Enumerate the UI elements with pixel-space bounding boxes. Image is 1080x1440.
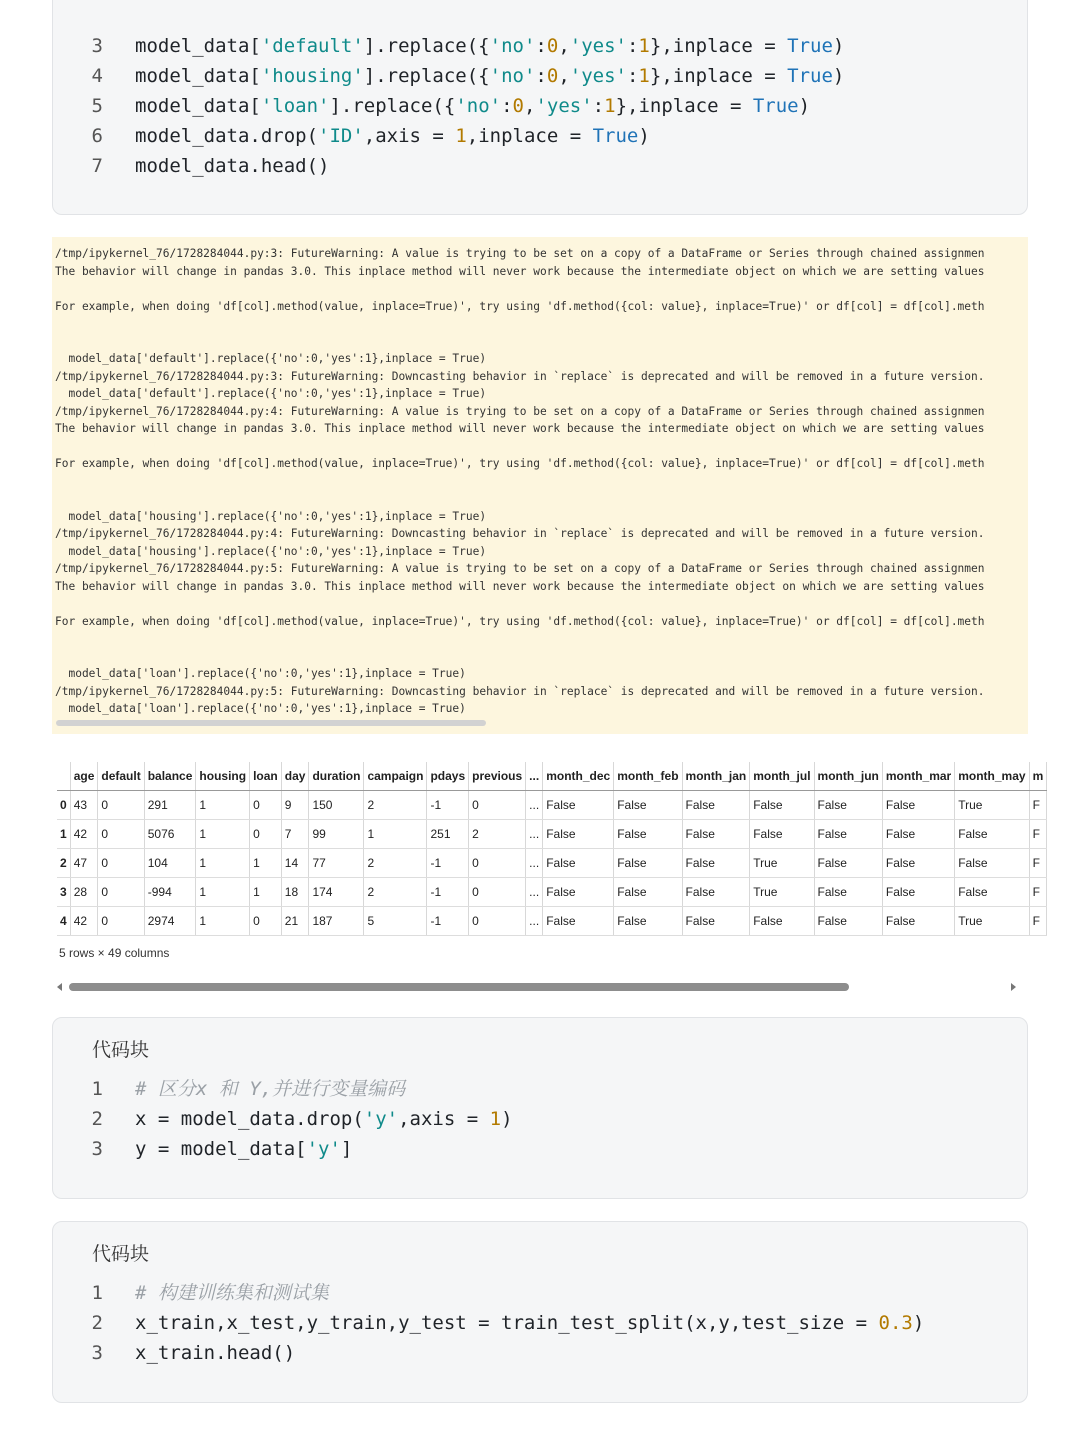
- table-cell: F: [1029, 791, 1047, 820]
- stderr-line: model_data['loan'].replace({'no':0,'yes':1},inplace = True): [55, 667, 466, 680]
- column-header: month_jul: [750, 762, 814, 791]
- table-cell: False: [814, 820, 882, 849]
- code-token: # 区分x 和 Y,并进行变量编码: [135, 1078, 406, 1100]
- table-cell: 47: [70, 849, 98, 878]
- row-index: 0: [57, 791, 70, 820]
- line-number: 5: [91, 95, 103, 117]
- scrollbar-thumb[interactable]: [69, 983, 849, 991]
- code-token: 1: [489, 1108, 502, 1130]
- table-cell: False: [614, 820, 682, 849]
- table-row: [57, 878, 1047, 907]
- table-cell: F: [1029, 820, 1047, 849]
- line-number: 2: [91, 1108, 103, 1130]
- table-cell: False: [814, 791, 882, 820]
- table-cell: 9: [281, 791, 309, 820]
- code-line: [53, 91, 844, 121]
- line-number: 1: [91, 1282, 103, 1304]
- code-token: True: [592, 125, 639, 147]
- row-index: 4: [57, 907, 70, 936]
- code-line: [53, 151, 844, 181]
- stderr-line: /tmp/ipykernel_76/1728284044.py:5: FutureWarning: A value is trying to be set on a copy of a DataFrame or Series through chained assignmen: [55, 562, 985, 575]
- dataframe-table: [57, 762, 1047, 936]
- table-cell: False: [882, 791, 954, 820]
- code-line: [53, 1074, 513, 1104]
- stderr-line: model_data['loan'].replace({'no':0,'yes':1},inplace = True): [55, 702, 466, 715]
- table-cell: 1: [196, 791, 250, 820]
- stderr-line: The behavior will change in pandas 3.0. This inplace method will never work because the intermediate object on which we are setting values: [55, 264, 985, 278]
- table-cell: True: [955, 791, 1029, 820]
- scroll-left-arrow-icon[interactable]: [57, 983, 62, 991]
- column-header: [57, 762, 70, 791]
- stderr-line: /tmp/ipykernel_76/1728284044.py:4: FutureWarning: A value is trying to be set on a copy of a DataFrame or Series through chained assignmen: [55, 404, 985, 418]
- stderr-line: /tmp/ipykernel_76/1728284044.py:3: FutureWarning: A value is trying to be set on a copy of a DataFrame or Series through chained assignmen: [55, 247, 985, 260]
- table-header-row: [57, 762, 1047, 791]
- table-cell: False: [682, 791, 750, 820]
- column-header: balance: [144, 762, 196, 791]
- table-cell: False: [814, 907, 882, 936]
- code-token: 'no': [489, 35, 536, 57]
- line-number: 2: [91, 1312, 103, 1334]
- column-header: month_feb: [614, 762, 682, 791]
- table-cell: ...: [526, 820, 543, 849]
- code-token: 'no': [455, 95, 502, 117]
- table-cell: 2: [364, 791, 427, 820]
- code-token: :: [592, 95, 605, 117]
- code-line: [53, 1308, 924, 1338]
- table-cell: 1: [364, 820, 427, 849]
- line-number: 3: [91, 1138, 103, 1160]
- table-cell: False: [543, 791, 614, 820]
- column-header: month_may: [955, 762, 1029, 791]
- line-number: 4: [91, 65, 103, 87]
- code-token: 0: [512, 95, 524, 117]
- code-token: True: [787, 65, 833, 87]
- table-cell: False: [543, 907, 614, 936]
- code-token: ): [501, 1108, 513, 1130]
- table-cell: 291: [144, 791, 196, 820]
- table-cell: 0: [98, 878, 144, 907]
- code-token: ): [832, 35, 845, 57]
- table-cell: ...: [526, 791, 543, 820]
- column-header: loan: [250, 762, 282, 791]
- stderr-scrollbar[interactable]: [56, 720, 486, 726]
- code-token: 'ID': [318, 125, 364, 147]
- code-token: model_data.drop(: [135, 125, 319, 147]
- stderr-line: model_data['housing'].replace({'no':0,'yes':1},inplace = True): [55, 509, 487, 523]
- stderr-line: model_data['default'].replace({'no':0,'yes':1},inplace = True): [55, 387, 487, 400]
- code-token: y = model_data[: [135, 1138, 307, 1160]
- code-line: [53, 121, 844, 151]
- stderr-line: For example, when doing 'df[col].method(value, inplace=True)', try using 'df.method({col: value}, inplace=True)' or df[col] = df[col].meth: [55, 299, 985, 313]
- dataframe-output: [57, 762, 1044, 936]
- column-header: month_mar: [882, 762, 954, 791]
- dataframe-shape: 5 rows × 49 columns: [59, 946, 170, 960]
- table-cell: ...: [526, 907, 543, 936]
- table-cell: 1: [196, 849, 250, 878]
- code-token: 0: [546, 35, 559, 57]
- table-horizontal-scrollbar[interactable]: [57, 979, 1020, 995]
- row-index: 2: [57, 849, 70, 878]
- stderr-line: /tmp/ipykernel_76/1728284044.py:4: FutureWarning: Downcasting behavior in `replace` is deprecated and will be removed in a future version.: [55, 527, 985, 540]
- code-token: 'loan': [260, 95, 330, 117]
- column-header: housing: [196, 762, 250, 791]
- code-token: :: [626, 35, 639, 57]
- line-number: 7: [91, 155, 103, 177]
- table-cell: 2: [469, 820, 526, 849]
- code-line: [53, 1134, 513, 1164]
- code-token: ].replace({: [363, 35, 490, 57]
- table-cell: False: [614, 878, 682, 907]
- code-token: ): [832, 65, 845, 87]
- row-index: 1: [57, 820, 70, 849]
- table-cell: 2: [364, 878, 427, 907]
- code-line: [53, 1278, 924, 1308]
- code-line: [53, 1104, 513, 1134]
- code-token: 'housing': [260, 65, 364, 87]
- code-token: },inplace =: [649, 65, 788, 87]
- table-cell: ...: [526, 849, 543, 878]
- code-token: 1: [638, 65, 650, 87]
- table-cell: F: [1029, 907, 1047, 936]
- column-header: pdays: [427, 762, 469, 791]
- table-cell: 0: [98, 791, 144, 820]
- table-cell: 2974: [144, 907, 196, 936]
- table-cell: 1: [196, 907, 250, 936]
- table-cell: True: [955, 907, 1029, 936]
- code-token: ): [638, 125, 650, 147]
- code-token: x_train.head(): [135, 1342, 296, 1364]
- code-token: :: [626, 65, 639, 87]
- table-cell: 99: [309, 820, 364, 849]
- stderr-line: [55, 490, 1028, 508]
- table-cell: False: [543, 820, 614, 849]
- code-lines: [53, 31, 844, 181]
- code-token: ,: [524, 95, 536, 117]
- table-cell: True: [750, 849, 814, 878]
- column-header: duration: [309, 762, 364, 791]
- table-cell: False: [750, 820, 814, 849]
- table-cell: ...: [526, 878, 543, 907]
- stderr-line: [55, 438, 1028, 456]
- stderr-line: For example, when doing 'df[col].method(value, inplace=True)', try using 'df.method({col: value}, inplace=True)' or df[col] = df[col].meth: [55, 614, 985, 628]
- code-lines: [53, 1278, 924, 1368]
- table-cell: False: [955, 820, 1029, 849]
- table-cell: 104: [144, 849, 196, 878]
- code-token: 'yes': [535, 95, 593, 117]
- code-token: model_data[: [135, 35, 261, 57]
- table-cell: 0: [250, 791, 282, 820]
- table-cell: False: [682, 907, 750, 936]
- table-cell: 0: [98, 820, 144, 849]
- column-header: month_dec: [543, 762, 614, 791]
- line-number: 6: [91, 125, 103, 147]
- code-token: True: [787, 35, 833, 57]
- table-row: [57, 791, 1047, 820]
- stderr-line: [55, 473, 1028, 491]
- code-token: :: [535, 65, 547, 87]
- table-cell: 0: [98, 907, 144, 936]
- code-token: ,axis =: [398, 1108, 490, 1130]
- table-cell: False: [543, 878, 614, 907]
- code-token: ,inplace =: [466, 125, 593, 147]
- code-token: 0: [546, 65, 559, 87]
- table-cell: False: [750, 791, 814, 820]
- column-header: m: [1029, 762, 1047, 791]
- table-cell: 0: [469, 907, 526, 936]
- code-token: 1: [455, 125, 467, 147]
- code-token: ].replace({: [363, 65, 490, 87]
- table-cell: 2: [364, 849, 427, 878]
- table-cell: False: [814, 878, 882, 907]
- table-cell: 18: [281, 878, 309, 907]
- line-number: 3: [91, 35, 103, 57]
- table-cell: 42: [70, 820, 98, 849]
- table-cell: 0: [469, 878, 526, 907]
- code-cell-1[interactable]: [52, 0, 1028, 215]
- table-cell: False: [750, 907, 814, 936]
- table-cell: 21: [281, 907, 309, 936]
- stderr-line: model_data['default'].replace({'no':0,'yes':1},inplace = True): [55, 352, 487, 365]
- table-cell: -1: [427, 878, 469, 907]
- code-token: model_data.head(): [135, 155, 330, 177]
- code-token: ): [912, 1312, 925, 1334]
- code-token: 'yes': [569, 35, 627, 57]
- table-cell: 0: [98, 849, 144, 878]
- code-lines: [53, 1074, 513, 1164]
- table-cell: False: [614, 791, 682, 820]
- stderr-line: /tmp/ipykernel_76/1728284044.py:5: FutureWarning: Downcasting behavior in `replace` is deprecated and will be removed in a future version.: [55, 684, 985, 698]
- table-cell: 150: [309, 791, 364, 820]
- table-cell: 43: [70, 791, 98, 820]
- table-cell: 77: [309, 849, 364, 878]
- table-cell: False: [955, 878, 1029, 907]
- table-cell: F: [1029, 849, 1047, 878]
- code-token: model_data[: [135, 95, 261, 117]
- code-token: 'no': [489, 65, 536, 87]
- stderr-output: [52, 237, 1028, 734]
- table-cell: 0: [469, 849, 526, 878]
- code-token: :: [535, 35, 547, 57]
- table-cell: -1: [427, 791, 469, 820]
- table-cell: 42: [70, 907, 98, 936]
- table-row: [57, 907, 1047, 936]
- line-number: 3: [91, 1342, 103, 1364]
- table-cell: 1: [196, 878, 250, 907]
- stderr-line: [55, 315, 1028, 333]
- code-token: :: [501, 95, 513, 117]
- table-cell: 174: [309, 878, 364, 907]
- stderr-lines: [55, 245, 1028, 718]
- table-cell: 14: [281, 849, 309, 878]
- column-header: default: [98, 762, 144, 791]
- table-cell: F: [1029, 878, 1047, 907]
- code-token: True: [752, 95, 799, 117]
- table-cell: False: [682, 849, 750, 878]
- code-block-label: 代码块: [92, 1243, 150, 1265]
- table-cell: -994: [144, 878, 196, 907]
- table-cell: False: [682, 820, 750, 849]
- row-index: 3: [57, 878, 70, 907]
- table-cell: 0: [250, 820, 282, 849]
- column-header: month_jun: [814, 762, 882, 791]
- code-token: ): [798, 95, 811, 117]
- code-cell-3[interactable]: [52, 1221, 1028, 1403]
- column-header: campaign: [364, 762, 427, 791]
- code-token: },inplace =: [649, 35, 788, 57]
- stderr-line: For example, when doing 'df[col].method(value, inplace=True)', try using 'df.method({col: value}, inplace=True)' or df[col] = df[col].meth: [55, 457, 985, 470]
- code-token: model_data[: [135, 65, 261, 87]
- table-cell: False: [614, 849, 682, 878]
- table-cell: 1: [250, 849, 282, 878]
- table-cell: False: [614, 907, 682, 936]
- table-cell: 1: [196, 820, 250, 849]
- table-body: [57, 791, 1047, 936]
- table-cell: False: [682, 878, 750, 907]
- table-cell: False: [543, 849, 614, 878]
- table-cell: False: [882, 820, 954, 849]
- code-token: ,axis =: [363, 125, 456, 147]
- stderr-line: The behavior will change in pandas 3.0. This inplace method will never work because the intermediate object on which we are setting values: [55, 579, 985, 593]
- table-cell: 187: [309, 907, 364, 936]
- code-token: 'yes': [569, 65, 627, 87]
- stderr-line: [55, 648, 1028, 666]
- table-cell: 5076: [144, 820, 196, 849]
- table-row: [57, 849, 1047, 878]
- table-cell: 7: [281, 820, 309, 849]
- code-cell-2[interactable]: [52, 1017, 1028, 1199]
- line-number: 1: [91, 1078, 103, 1100]
- code-line: [53, 31, 844, 61]
- table-row: [57, 820, 1047, 849]
- code-block-label: 代码块: [92, 1039, 150, 1061]
- column-header: ...: [526, 762, 543, 791]
- table-cell: 0: [469, 791, 526, 820]
- stderr-line: [55, 595, 1028, 613]
- table-cell: 28: [70, 878, 98, 907]
- table-cell: False: [882, 878, 954, 907]
- code-token: 1: [638, 35, 650, 57]
- stderr-line: The behavior will change in pandas 3.0. This inplace method will never work because the intermediate object on which we are setting values: [55, 422, 985, 435]
- code-line: [53, 1338, 924, 1368]
- scroll-right-arrow-icon[interactable]: [1011, 983, 1016, 991]
- table-cell: -1: [427, 907, 469, 936]
- stderr-line: [55, 630, 1028, 648]
- table-cell: 0: [250, 907, 282, 936]
- table-cell: 251: [427, 820, 469, 849]
- table-cell: False: [882, 849, 954, 878]
- code-token: x_train,x_test,y_train,y_test = train_test_split(x,y,test_size =: [135, 1312, 879, 1334]
- column-header: day: [281, 762, 309, 791]
- code-token: 1: [604, 95, 616, 117]
- code-token: ,: [558, 35, 570, 57]
- code-line: [53, 61, 844, 91]
- table-cell: 5: [364, 907, 427, 936]
- code-token: ]: [340, 1138, 353, 1160]
- table-cell: False: [882, 907, 954, 936]
- stderr-line: [55, 280, 1028, 298]
- stderr-line: [55, 333, 1028, 351]
- code-token: 'default': [260, 35, 364, 57]
- code-token: x = model_data.drop(: [135, 1108, 364, 1130]
- code-token: 0.3: [878, 1312, 913, 1334]
- column-header: previous: [469, 762, 526, 791]
- code-token: },inplace =: [615, 95, 753, 117]
- code-token: 'y': [363, 1108, 399, 1130]
- table-cell: False: [814, 849, 882, 878]
- code-token: ,: [558, 65, 570, 87]
- code-token: ].replace({: [329, 95, 456, 117]
- stderr-line: model_data['housing'].replace({'no':0,'yes':1},inplace = True): [55, 544, 487, 558]
- column-header: month_jan: [682, 762, 750, 791]
- column-header: age: [70, 762, 98, 791]
- table-cell: -1: [427, 849, 469, 878]
- table-cell: False: [955, 849, 1029, 878]
- table-cell: 1: [250, 878, 282, 907]
- code-token: 'y': [306, 1138, 341, 1160]
- table-cell: True: [750, 878, 814, 907]
- code-token: # 构建训练集和测试集: [135, 1282, 329, 1304]
- stderr-line: /tmp/ipykernel_76/1728284044.py:3: FutureWarning: Downcasting behavior in `replace` is deprecated and will be removed in a future version.: [55, 369, 985, 383]
